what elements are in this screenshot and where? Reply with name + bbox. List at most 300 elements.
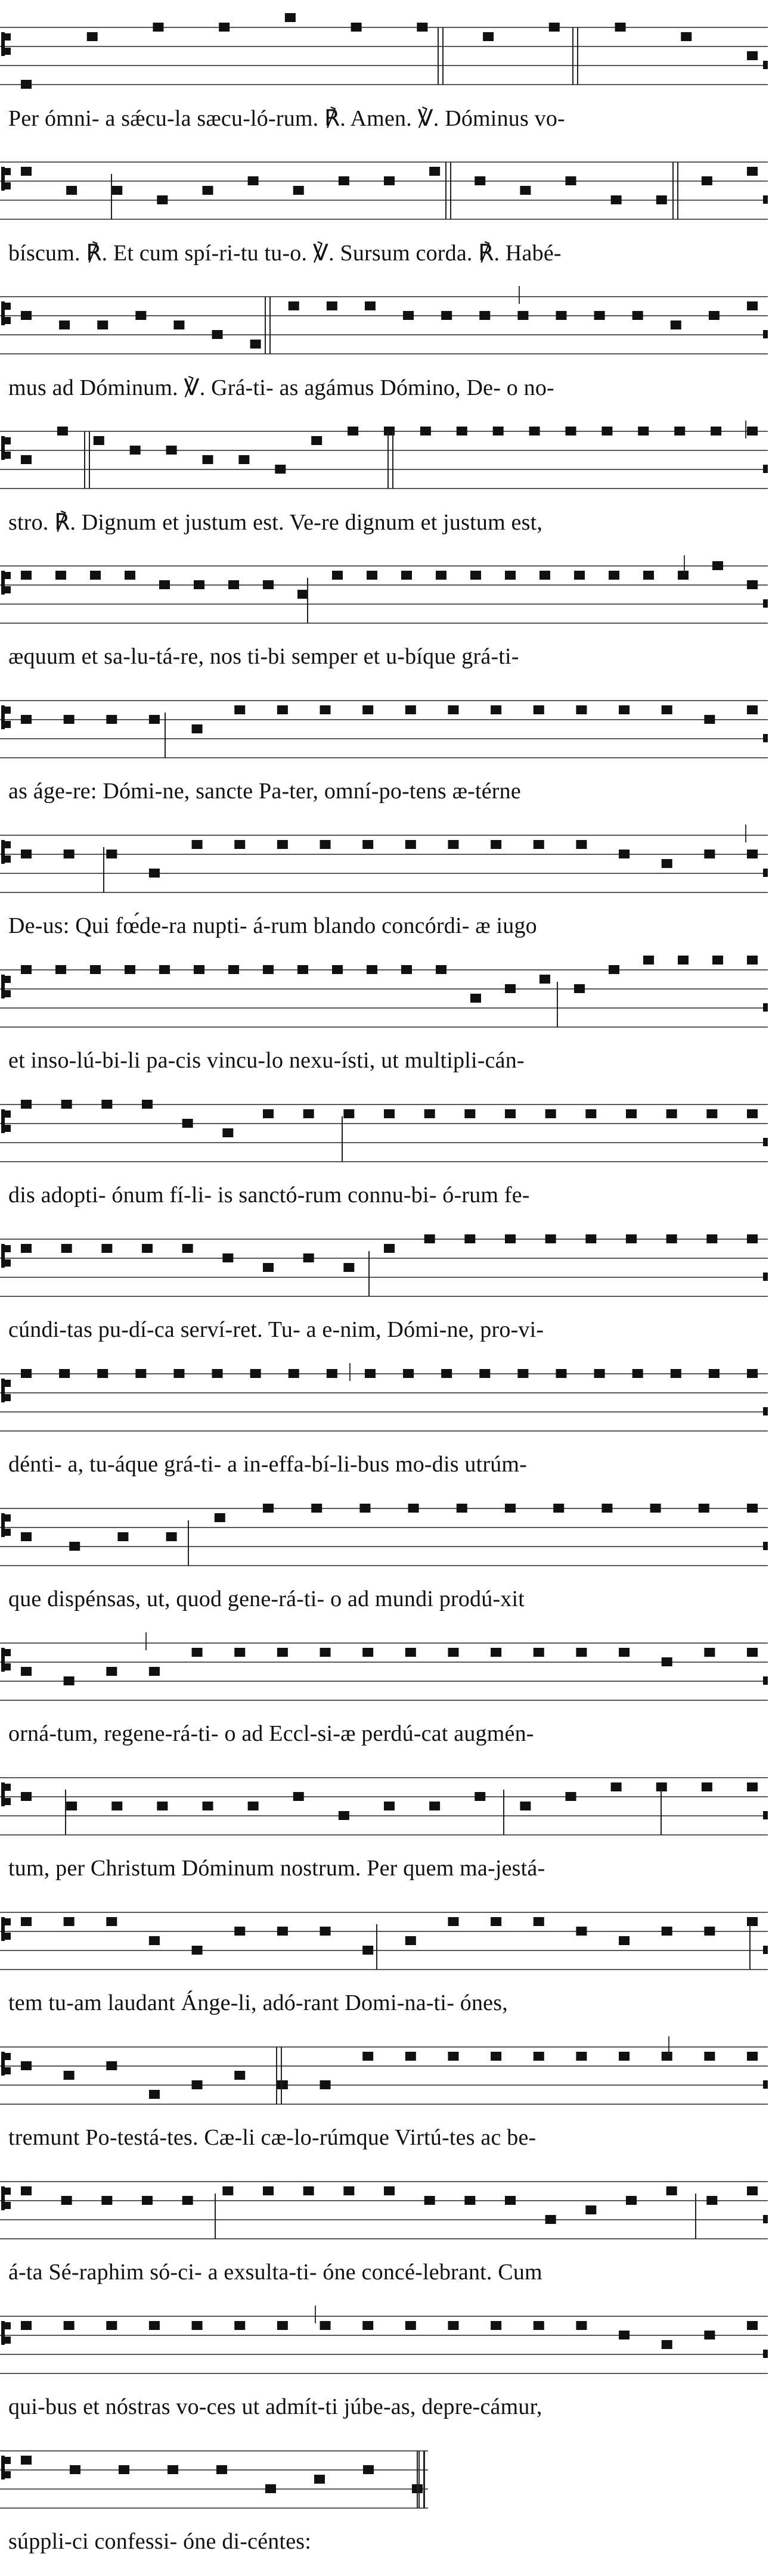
neume [594, 1369, 605, 1378]
lyric-line: dénti- a, tu-áque grá-ti- a in-effa-bí-li-bus mo-dis utrúm- [8, 1452, 528, 1477]
neume [643, 571, 654, 580]
neume [681, 32, 692, 41]
lyric-line: que dispénsas, ut, quod gene-rá-ti- o ad mundi prodú-xit [8, 1586, 525, 1611]
neume [263, 580, 274, 589]
neume [64, 1917, 75, 1926]
neume [576, 1927, 587, 1936]
neume [111, 1802, 122, 1810]
neume [534, 1917, 544, 1926]
neume [159, 965, 170, 974]
neume [101, 2196, 112, 2205]
neume [149, 869, 160, 878]
neume [747, 580, 758, 589]
neume [464, 1109, 475, 1118]
neume [97, 321, 108, 329]
neume [263, 965, 274, 974]
custos-icon [763, 330, 768, 338]
neume [619, 1648, 630, 1657]
neume [192, 1648, 203, 1657]
neume [405, 1936, 416, 1945]
neume [424, 1234, 435, 1243]
neume [219, 23, 230, 32]
neume [545, 1109, 556, 1118]
neume [704, 850, 715, 858]
neume [626, 1109, 637, 1118]
neume [464, 1234, 475, 1243]
custos-icon [763, 1407, 768, 1415]
c-clef-icon [1, 705, 11, 729]
neume [343, 1263, 354, 1272]
neume [289, 1369, 299, 1378]
neume [61, 2196, 72, 2205]
neume [320, 705, 331, 714]
neume [709, 1369, 720, 1378]
neume [662, 859, 672, 868]
neume [611, 195, 622, 204]
neume [275, 465, 286, 474]
neume [609, 965, 619, 974]
neume [106, 2061, 117, 2070]
neume [747, 2321, 758, 2330]
neume [594, 311, 605, 320]
neume [192, 2321, 203, 2330]
neume [173, 1369, 184, 1378]
neume [339, 176, 349, 185]
neume [135, 1369, 146, 1378]
c-clef-icon [1, 2456, 11, 2479]
c-clef-icon [1, 1917, 11, 1941]
chant-system [0, 1894, 769, 2037]
neume [429, 167, 440, 176]
neume [539, 975, 550, 984]
chant-system [0, 952, 769, 1095]
neume [149, 2090, 160, 2099]
neume [21, 455, 32, 464]
neume [384, 1109, 395, 1118]
neume [327, 1369, 337, 1378]
neume [706, 2196, 717, 2205]
chant-system [0, 683, 769, 826]
neume [405, 1648, 416, 1657]
neume [405, 705, 416, 714]
neume [21, 1917, 32, 1926]
neume [142, 1244, 153, 1253]
neume [203, 1802, 213, 1810]
c-clef-icon [1, 1513, 11, 1537]
staff [0, 144, 769, 234]
neume [59, 321, 70, 329]
neume [520, 186, 531, 195]
neume [362, 1946, 373, 1955]
neume [166, 1532, 177, 1541]
neume [505, 1504, 516, 1513]
neume [632, 311, 643, 320]
neume [576, 2052, 587, 2061]
neume [517, 311, 528, 320]
neume [574, 571, 585, 580]
chant-system [0, 1221, 769, 1364]
neume [351, 23, 362, 32]
neume [64, 1676, 75, 1685]
custos-icon [763, 734, 768, 742]
neume [704, 1927, 715, 1936]
c-clef-icon [1, 301, 11, 325]
custos-icon [763, 2215, 768, 2223]
c-clef-icon [1, 1782, 11, 1806]
neume [403, 1369, 414, 1378]
neume [666, 1109, 677, 1118]
neume [327, 301, 337, 310]
c-clef-icon [1, 1109, 11, 1133]
lyric-line: De-us: Qui fœ́de-ra nupti- á-rum blando concórdi- æ iugo [8, 913, 537, 938]
neume [21, 1792, 32, 1801]
custos-icon [763, 869, 768, 877]
neume [119, 2465, 129, 2474]
neume [21, 167, 32, 176]
neume [159, 580, 170, 589]
neume [234, 1927, 245, 1936]
neume [747, 51, 758, 60]
neume [420, 427, 431, 435]
neume [747, 2186, 758, 2195]
staff [0, 683, 769, 772]
lyric-line: mus ad Dóminum. ℣. Grá-ti- as agámus Dómino, De- o no- [8, 375, 554, 400]
neume [534, 2321, 544, 2330]
chant-system [0, 1087, 769, 1230]
neume [314, 2475, 325, 2484]
neume [626, 2196, 637, 2205]
neume [192, 840, 203, 849]
neume [549, 23, 560, 32]
neume [311, 1504, 322, 1513]
neume [277, 840, 288, 849]
neume [747, 1917, 758, 1926]
custos-icon [763, 465, 768, 473]
neume [106, 715, 117, 724]
staff [0, 2433, 769, 2522]
neume [666, 2186, 677, 2195]
neume [192, 1946, 203, 1955]
neume [702, 1782, 712, 1791]
neume [534, 2052, 544, 2061]
neume [362, 840, 373, 849]
neume [263, 1109, 274, 1118]
neume [362, 2052, 373, 2061]
neume [348, 427, 358, 435]
neume [212, 330, 223, 339]
neume [320, 840, 331, 849]
neume [711, 427, 721, 435]
neume [21, 965, 32, 974]
neume [362, 705, 373, 714]
neume [222, 2186, 233, 2195]
neume [403, 311, 414, 320]
neume [479, 1369, 490, 1378]
neume [619, 1936, 630, 1945]
neume [106, 1667, 117, 1676]
neume [277, 1648, 288, 1657]
custos-icon [763, 1946, 768, 1954]
neume [441, 1369, 452, 1378]
neume [671, 321, 681, 329]
neume [576, 2321, 587, 2330]
neume [401, 571, 412, 580]
neume [55, 571, 66, 580]
c-clef-icon [1, 167, 11, 191]
neume [479, 311, 490, 320]
neume [650, 1504, 661, 1513]
neume [153, 23, 163, 32]
neume [491, 1648, 501, 1657]
neume [417, 23, 427, 32]
staff [0, 548, 769, 637]
neume [64, 715, 75, 724]
staff [0, 1894, 769, 1984]
neume [662, 2052, 672, 2061]
neume [678, 956, 689, 965]
neume [384, 1802, 395, 1810]
neume [747, 2052, 758, 2061]
neume [57, 427, 68, 435]
neume [248, 176, 259, 185]
neume [384, 2186, 395, 2195]
neume [21, 1244, 32, 1253]
lyric-line: tremunt Po-testá-tes. Cæ-li cæ-lo-rúmque Virtú-tes ac be- [8, 2125, 537, 2150]
neume [339, 1811, 349, 1820]
neume [320, 1927, 331, 1936]
neume [69, 1542, 80, 1551]
neume [21, 2456, 32, 2465]
neume [359, 1504, 370, 1513]
neume [149, 715, 160, 724]
neume [585, 1109, 596, 1118]
neume [448, 705, 458, 714]
neume [601, 427, 612, 435]
neume [94, 436, 104, 445]
neume [277, 2080, 288, 2089]
staff [0, 10, 769, 99]
custos-icon [763, 1138, 768, 1146]
neume [149, 2321, 160, 2330]
neume [747, 705, 758, 714]
neume [534, 1648, 544, 1657]
chant-system [0, 144, 769, 287]
neume [101, 1100, 112, 1109]
neume [215, 1513, 225, 1522]
neume [130, 446, 141, 455]
neume [576, 840, 587, 849]
neume [464, 2196, 475, 2205]
neume [212, 1369, 223, 1378]
neume [101, 1244, 112, 1253]
chant-system [0, 548, 769, 691]
neume [643, 956, 654, 965]
neume [436, 965, 446, 974]
lyric-line: et inso-lú-bi-li pa-cis vincu-lo nexu-ísti, ut multipli-cán- [8, 1048, 525, 1073]
neume [106, 1917, 117, 1926]
neume [149, 1936, 160, 1945]
neume [678, 571, 689, 580]
neume [64, 2071, 75, 2080]
lyric-line: dis adopti- ónum fí-li- is sanctó-rum connu-bi- ó-rum fe- [8, 1183, 530, 1208]
chant-system [0, 1356, 769, 1499]
staff [0, 1087, 769, 1176]
neume [457, 427, 467, 435]
c-clef-icon [1, 840, 11, 864]
neume [493, 427, 504, 435]
neume [277, 2321, 288, 2330]
neume [491, 705, 501, 714]
neume [297, 965, 308, 974]
neume [222, 1128, 233, 1137]
neume [21, 1667, 32, 1676]
staff [0, 952, 769, 1041]
staff [0, 279, 769, 368]
neume [293, 1792, 304, 1801]
lyric-line: á-ta Sé-raphim só-ci- a exsulta-ti- óne concé-lebrant. Cum [8, 2260, 542, 2285]
c-clef-icon [1, 571, 11, 595]
neume [365, 301, 376, 310]
neume [66, 186, 77, 195]
neume [203, 186, 213, 195]
neume [747, 1109, 758, 1118]
neume [585, 1234, 596, 1243]
neume [534, 840, 544, 849]
neume [704, 1648, 715, 1657]
neume [55, 965, 66, 974]
neume [448, 840, 458, 849]
neume [106, 850, 117, 858]
neume [303, 2186, 314, 2195]
neume [505, 571, 516, 580]
neume [747, 301, 758, 310]
neume [142, 1100, 153, 1109]
neume [405, 2052, 416, 2061]
neume [576, 705, 587, 714]
neume [234, 840, 245, 849]
chant-system [0, 1760, 769, 1903]
neume [106, 2321, 117, 2330]
lyric-line: qui-bus et nóstras vo-ces ut admít-ti júbe-as, depre-cámur, [8, 2394, 542, 2419]
neume [619, 850, 630, 858]
neume [539, 571, 550, 580]
neume [194, 965, 204, 974]
neume [320, 1648, 331, 1657]
neume [194, 580, 204, 589]
neume [448, 2321, 458, 2330]
neume [320, 2321, 331, 2330]
neume [545, 1234, 556, 1243]
neume [125, 571, 135, 580]
c-clef-icon [1, 2186, 11, 2210]
staff [0, 1491, 769, 1580]
neume [157, 195, 168, 204]
chant-system [0, 1491, 769, 1634]
neume [712, 561, 723, 570]
neume [135, 311, 146, 320]
neume [553, 1504, 564, 1513]
neume [448, 2052, 458, 2061]
neume [70, 2465, 80, 2474]
lyric-line: tum, per Christum Dóminum nostrum. Per quem ma-jestá- [8, 1856, 545, 1881]
neume [448, 1648, 458, 1657]
neume [365, 1369, 376, 1378]
neume [64, 2321, 75, 2330]
neume [424, 1109, 435, 1118]
neume [505, 984, 516, 993]
neume [263, 1263, 274, 1272]
neume [475, 1792, 485, 1801]
neume [182, 2196, 193, 2205]
neume [747, 1504, 758, 1513]
neume [216, 2465, 227, 2474]
neume [311, 436, 322, 445]
custos-icon [763, 1003, 768, 1012]
staff [0, 1221, 769, 1311]
neume [747, 1234, 758, 1243]
neume [470, 994, 481, 1003]
lyric-line: stro. ℟. Dignum et justum est. Ve-re dignum et justum est, [8, 510, 543, 535]
neume [277, 1927, 288, 1936]
neume [436, 571, 446, 580]
c-clef-icon [1, 436, 11, 460]
neume [303, 1109, 314, 1118]
neume [747, 850, 758, 858]
neume [21, 311, 32, 320]
neume [712, 956, 723, 965]
neume [289, 301, 299, 310]
neume [234, 705, 245, 714]
neume [87, 32, 98, 41]
neume [21, 80, 32, 89]
neume [320, 2080, 331, 2089]
neume [517, 1369, 528, 1378]
neume [747, 167, 758, 176]
custos-icon [763, 1811, 768, 1819]
neume [566, 176, 576, 185]
custos-icon [763, 1676, 768, 1685]
neume [367, 965, 377, 974]
neume [405, 840, 416, 849]
neume [491, 840, 501, 849]
neume [21, 1100, 32, 1109]
lyric-line: cúndi-tas pu-dí-ca serví-ret. Tu- a e-nim, Dómi-ne, pro-vi- [8, 1317, 544, 1342]
neume [615, 23, 626, 32]
neume [362, 1648, 373, 1657]
neume [556, 311, 566, 320]
lyric-line: súppli-ci confessi- óne di-céntes: [8, 2529, 312, 2554]
neume [90, 571, 101, 580]
neume [505, 2196, 516, 2205]
custos-icon [763, 599, 768, 608]
neume [234, 2321, 245, 2330]
neume [332, 965, 343, 974]
neume [21, 1532, 32, 1541]
chant-system [0, 279, 769, 422]
neume [441, 311, 452, 320]
neume [250, 340, 261, 349]
chant-system [0, 1625, 769, 1768]
neume [265, 2484, 276, 2493]
custos-icon [763, 2080, 768, 2089]
c-clef-icon [1, 975, 11, 998]
chant-system [0, 2433, 769, 2576]
neume [293, 186, 304, 195]
neume [362, 2321, 373, 2330]
neume [117, 1532, 128, 1541]
neume [238, 455, 249, 464]
neume [234, 2071, 245, 2080]
